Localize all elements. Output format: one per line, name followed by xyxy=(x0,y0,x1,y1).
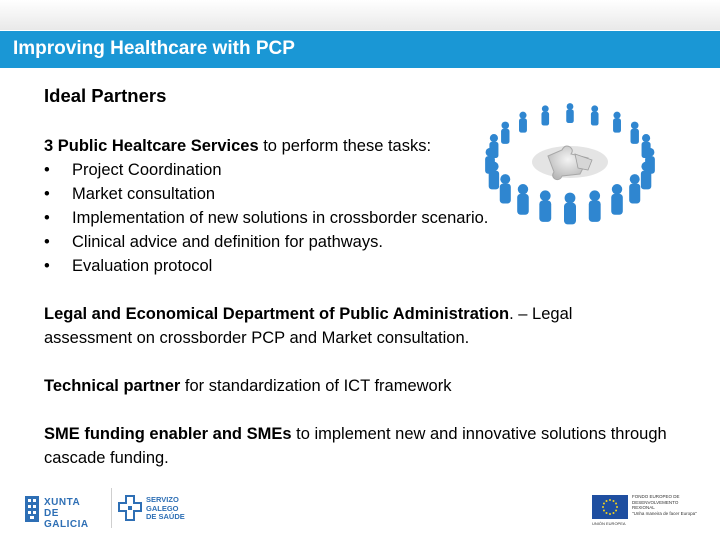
xunta-line1: XUNTA xyxy=(44,497,81,508)
legal-partner-bold: Legal and Economical Department of Public Administration xyxy=(44,305,510,323)
person-figure xyxy=(613,112,621,133)
bullet-marker: • xyxy=(44,233,50,251)
eu-star xyxy=(615,510,617,512)
xunta-shield-icon xyxy=(25,496,39,522)
technical-partner-rest: for standardization of ICT framework xyxy=(180,377,452,395)
public-services-rest: to perform these tasks: xyxy=(258,137,432,155)
eu-star xyxy=(609,513,611,515)
list-item-text: Project Coordination xyxy=(72,161,222,179)
sergas-cross-icon xyxy=(118,495,142,521)
list-item-text: Market consultation xyxy=(72,185,216,203)
list-item xyxy=(44,158,488,182)
xunta-line2: DE GALICIA xyxy=(44,508,89,530)
person-figure xyxy=(564,193,576,225)
task-list xyxy=(44,158,488,278)
public-services-bold: 3 Public Healtcare Services xyxy=(44,137,259,155)
legal-partner-rest: . – Legal assessment on crossborder PCP and Market consultation. xyxy=(44,305,573,347)
eu-star xyxy=(603,503,605,505)
eu-star xyxy=(609,499,611,501)
list-item-text: Clinical advice and definition for pathways. xyxy=(72,233,383,251)
sme-partner-paragraph xyxy=(44,422,684,470)
eu-caption: UNIÓN EUROPEA xyxy=(592,521,626,526)
sme-partner-rest: to implement new and innovative solutions through cascade funding. xyxy=(44,425,667,467)
bullet-marker: • xyxy=(44,161,50,179)
title-bar xyxy=(0,31,720,68)
eu-star xyxy=(606,500,608,502)
people-circle-puzzle-icon xyxy=(470,90,680,230)
top-strip xyxy=(0,0,720,30)
technical-partner-paragraph xyxy=(44,374,451,398)
person-figure xyxy=(519,112,527,133)
person-figure xyxy=(641,162,651,190)
bullet-marker: • xyxy=(44,185,50,203)
list-item xyxy=(44,182,488,206)
legal-partner-paragraph xyxy=(44,302,644,350)
eu-star xyxy=(603,510,605,512)
feder-line2: DESENVOLVEMENTO xyxy=(632,499,679,505)
logo-divider xyxy=(111,488,112,528)
eu-star xyxy=(615,503,617,505)
person-figure xyxy=(489,162,499,190)
person-figure xyxy=(541,105,549,125)
person-figure xyxy=(566,103,574,123)
eu-star xyxy=(616,506,618,508)
eu-feder-logo xyxy=(592,490,702,530)
list-item-text: Evaluation protocol xyxy=(72,257,213,275)
eu-star xyxy=(613,512,615,514)
person-figure xyxy=(631,122,639,144)
bullet-marker: • xyxy=(44,257,50,275)
technical-partner-bold: Technical partner xyxy=(44,377,181,395)
person-figure xyxy=(591,105,599,125)
sergas-wordmark xyxy=(146,496,185,522)
eu-star xyxy=(613,500,615,502)
sergas-line2: GALEGO xyxy=(146,503,179,513)
person-figure xyxy=(611,184,623,215)
list-item xyxy=(44,230,488,254)
public-services-intro xyxy=(44,134,431,158)
eu-star xyxy=(602,506,604,508)
feder-line1: FONDO EUROPEO DE xyxy=(632,494,680,499)
person-figure xyxy=(501,122,509,144)
eu-flag-icon xyxy=(592,495,628,519)
feder-line3: REXIONAL xyxy=(632,505,655,510)
list-item xyxy=(44,254,488,278)
person-figure xyxy=(539,190,551,222)
bullet-marker: • xyxy=(44,209,50,227)
sergas-line1: SERVIZO xyxy=(146,495,179,504)
person-figure xyxy=(629,174,640,203)
slide-title: Improving Healthcare with PCP xyxy=(13,38,295,59)
xunta-wordmark xyxy=(44,497,89,530)
sergas-line3: DE SAÚDE xyxy=(146,512,185,521)
list-item-text: Implementation of new solutions in crossborder scenario. xyxy=(72,209,489,227)
feder-wordmark xyxy=(632,494,697,516)
person-figure xyxy=(589,190,601,222)
section-heading: Ideal Partners xyxy=(44,85,167,106)
eu-star xyxy=(606,512,608,514)
person-figure xyxy=(517,184,529,215)
feder-line4: "Unha maneira de facer Europa" xyxy=(632,510,697,516)
sme-partner-bold: SME funding enabler and SMEs xyxy=(44,425,292,443)
list-item xyxy=(44,206,488,230)
person-figure xyxy=(500,174,511,203)
